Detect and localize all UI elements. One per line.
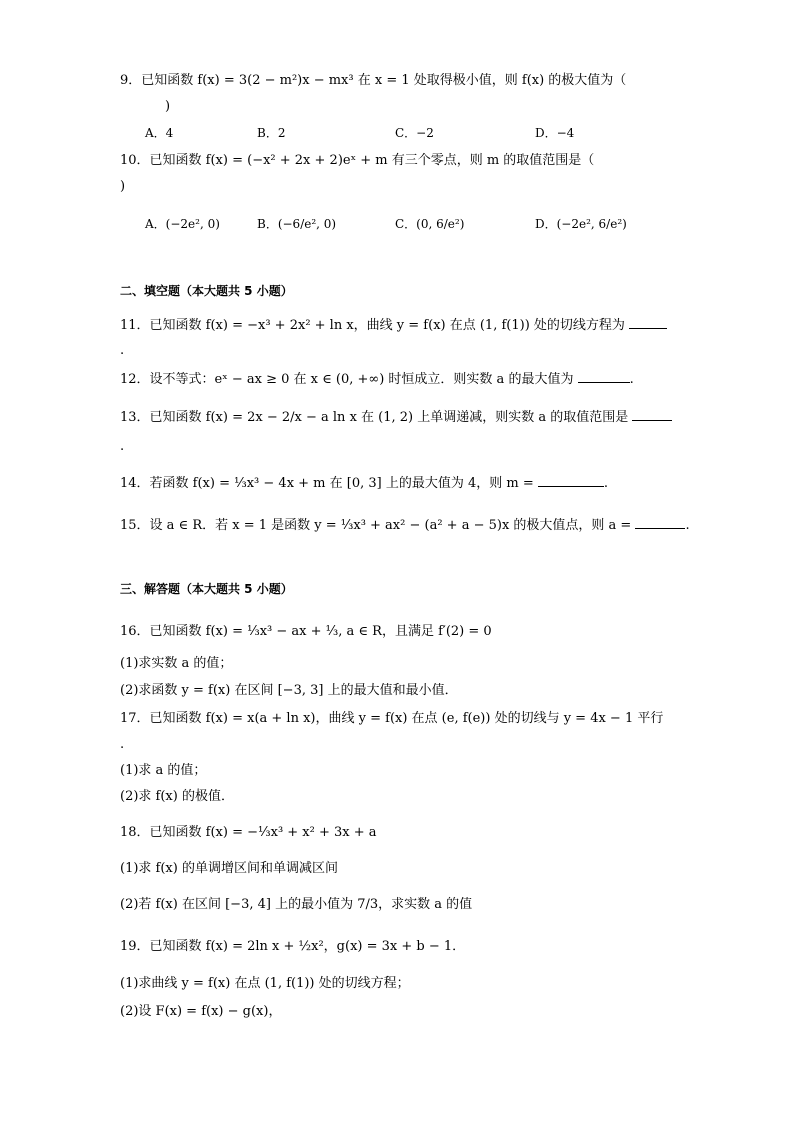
question-12-text: 12．设不等式：eˣ − ax ≥ 0 在 x ∈ (0, +∞) 时恒成立．则实数 a 的最大值为 (120, 372, 574, 387)
answer-blank (632, 408, 672, 421)
question-18-part-1: (1)求 f(x) 的单调增区间和单调减区间 (120, 861, 338, 876)
question-9-text: 9．已知函数 f(x) = 3(2 − m²)x − mx³ 在 x = 1 处取得极小值，则 f(x) 的极大值为（ (120, 73, 627, 88)
question-14 (120, 474, 608, 493)
question-17-cont: . (120, 737, 125, 752)
choice-d: D．−4 (535, 126, 575, 140)
question-13 (120, 408, 672, 427)
question-18-part-2: (2)若 f(x) 在区间 [−3, 4] 上的最小值为 7/3，求实数 a 的值 (120, 897, 473, 912)
question-11-cont: . (120, 343, 125, 358)
answer-blank (578, 370, 630, 383)
question-9-cont: ) (165, 99, 171, 114)
answer-blank (538, 474, 604, 487)
question-16: 16．已知函数 f(x) = ⅓x³ − ax + ⅓, a ∈ R，且满足 f′(2) = 0 (120, 624, 492, 639)
question-11 (120, 316, 667, 335)
question-16-part-2: (2)求函数 y = f(x) 在区间 [−3, 3] 上的最大值和最小值． (120, 683, 458, 698)
question-15-text: 15．设 a ∈ R．若 x = 1 是函数 y = ⅓x³ + ax² − (a² + a − 5)x 的极大值点，则 a = (120, 518, 632, 533)
question-17-part-2: (2)求 f(x) 的极值． (120, 789, 234, 804)
question-15-end: . (685, 518, 690, 533)
question-19-part-1: (1)求曲线 y = f(x) 在点 (1, f(1)) 处的切线方程； (120, 976, 410, 991)
choice-c: C．−2 (395, 126, 434, 140)
question-10-cont: ) (120, 179, 126, 194)
choice-b: B．2 (257, 126, 286, 140)
choice-b: B．(−6/e², 0) (257, 217, 337, 231)
answer-blank (629, 316, 667, 329)
section-2-heading: 二、填空题（本大题共 5 小题） (120, 284, 293, 298)
answer-blank (635, 516, 685, 529)
question-11-text: 11．已知函数 f(x) = −x³ + 2x² + ln x，曲线 y = f(x) 在点 (1, f(1)) 处的切线方程为 (120, 318, 625, 333)
question-17: 17．已知函数 f(x) = x(a + ln x)，曲线 y = f(x) 在点 (e, f(e)) 处的切线与 y = 4x − 1 平行 (120, 711, 664, 726)
question-10 (120, 152, 594, 170)
question-14-end: . (603, 476, 609, 491)
question-16-part-1: (1)求实数 a 的值； (120, 656, 233, 671)
question-18: 18．已知函数 f(x) = −⅓x³ + x² + 3x + a (120, 825, 377, 840)
choice-c: C．(0, 6/e²) (395, 217, 465, 231)
section-3-heading: 三、解答题（本大题共 5 小题） (120, 582, 293, 596)
question-12-end: . (629, 372, 634, 387)
question-13-text: 13．已知函数 f(x) = 2x − 2/x − a ln x 在 (1, 2) 上单调递减，则实数 a 的取值范围是 (120, 410, 629, 425)
choice-d: D．(−2e², 6/e²) (535, 217, 627, 231)
question-17-part-1: (1)求 a 的值； (120, 763, 207, 778)
question-19: 19．已知函数 f(x) = 2ln x + ½x²，g(x) = 3x + b − 1． (120, 939, 466, 954)
question-14-text: 14．若函数 f(x) = ⅓x³ − 4x + m 在 [0, 3] 上的最大值为 4，则 m = (120, 476, 534, 491)
question-13-cont: . (120, 439, 125, 454)
question-19-part-2: (2)设 F(x) = f(x) − g(x)， (120, 1004, 282, 1019)
question-9 (120, 72, 626, 90)
choice-a: A．(−2e², 0) (145, 217, 220, 231)
question-10-text: 10．已知函数 f(x) = (−x² + 2x + 2)eˣ + m 有三个零点，则 m 的取值范围是（ (120, 153, 595, 168)
choice-a: A．4 (145, 126, 174, 140)
question-12 (120, 370, 634, 389)
question-15 (120, 516, 690, 535)
